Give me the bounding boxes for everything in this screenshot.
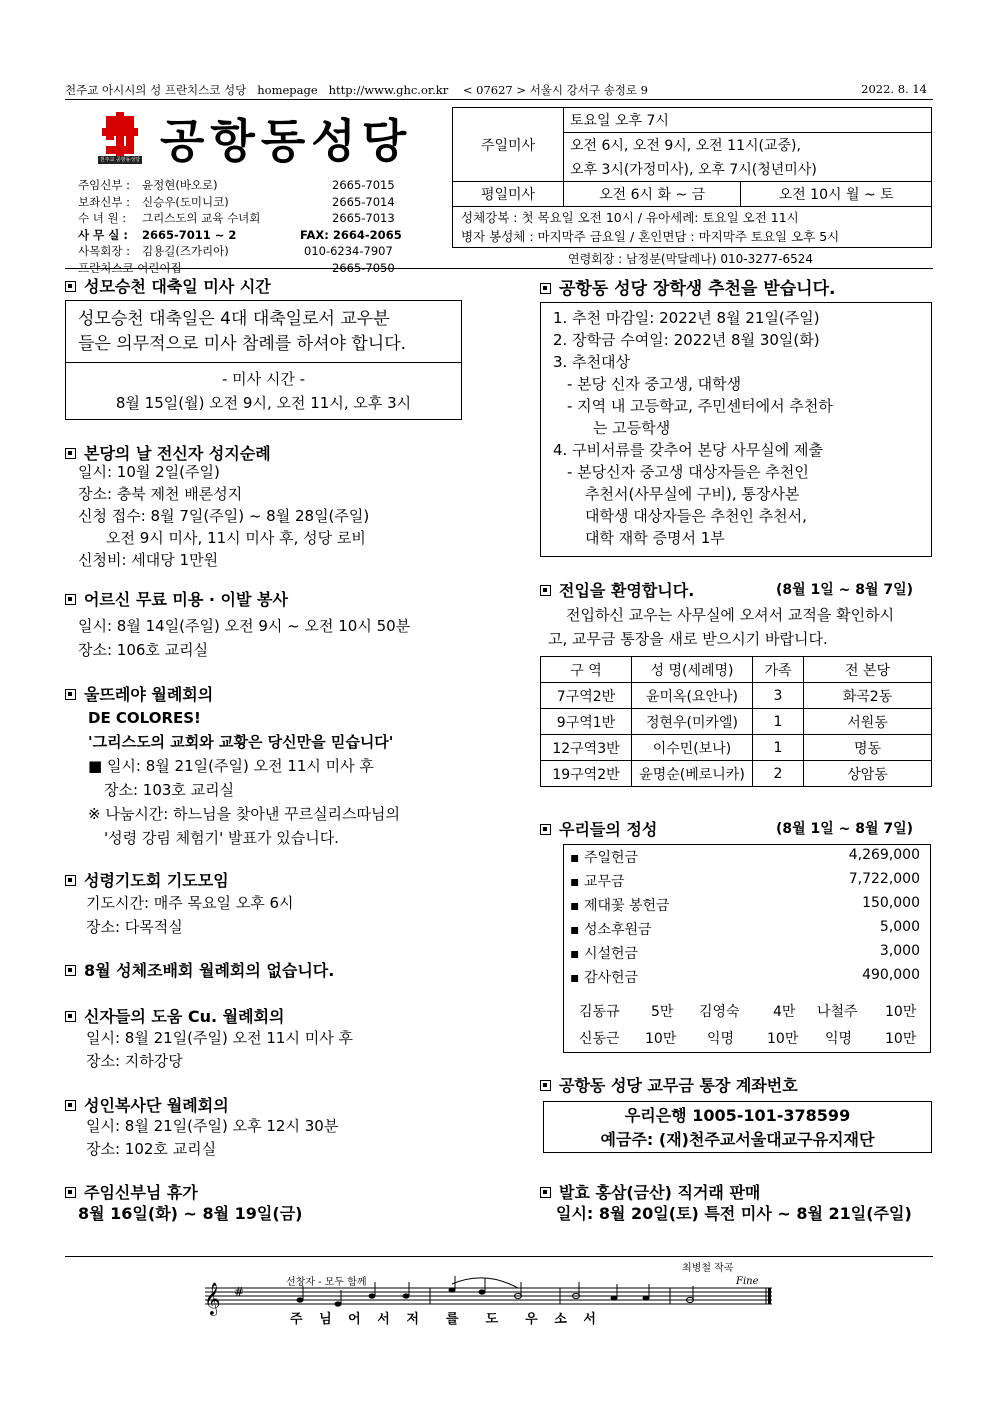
logo-caption: 천주교 공항동성당 bbox=[99, 157, 141, 163]
assumption-notice-box: 성모승천 대축일은 4대 대축일로서 교우분 들은 의무적으로 미사 참례를 하셔야 합니다. bbox=[65, 300, 462, 363]
table-header-row: 구 역 성 명(세례명) 가족 전 본당 bbox=[541, 657, 932, 683]
haircut-details: 일시: 8월 14일(주일) 오전 9시 ~ 오전 10시 50분 장소: 106호 교리실 bbox=[78, 617, 411, 659]
section-heading: 성모승천 대축일 미사 시간 bbox=[65, 274, 271, 297]
section-heading: 성인복사단 월례회의 bbox=[65, 1093, 229, 1116]
section-heading: 공항동 성당 교무금 통장 계좌번호 bbox=[540, 1073, 798, 1096]
homepage-link[interactable]: http://www.ghc.or.kr bbox=[328, 83, 449, 97]
table-row: 12구역3반 이수민(보나) 1 명동 bbox=[541, 735, 932, 761]
issue-date: 2022. 8. 14 bbox=[861, 82, 927, 96]
mass-schedule-table bbox=[452, 107, 932, 248]
donor-list: 김동규 5만 김영숙 4만 나철주 10만 신동근 10만 익명 10만 익명 10만 bbox=[579, 1004, 917, 1047]
table-row: 7구역2반 윤미옥(요안나) 3 화곡2동 bbox=[541, 683, 932, 709]
section-heading: 신자들의 도움 Cu. 월례회의 bbox=[65, 1004, 284, 1027]
music-direction: 선창자 - 모두 함께 bbox=[286, 1277, 367, 1288]
staff-row: 사 무 실 : 2665-7011 ~ 2 FAX: 2664-2065 bbox=[78, 227, 402, 242]
section-heading: 발효 홍삼(금산) 직거래 판매 bbox=[540, 1180, 760, 1203]
welcome-text: 전입하신 교우는 사무실에 오셔서 교적을 확인하시 고, 교무금 통장을 새로 받으시기 바랍니다. bbox=[548, 606, 895, 648]
staff-row: 프란치스코 어린이집 2665-7050 bbox=[78, 260, 395, 275]
music-score-icon bbox=[200, 1268, 772, 1338]
account-holder: 예금주: (재)천주교서울대교구유지재단 bbox=[600, 1130, 875, 1149]
sunday-mass-time: 토요일 오후 7시 bbox=[564, 108, 932, 133]
ginseng-dates: 일시: 8월 20일(토) 특전 미사 ~ 8월 21일(주일) bbox=[556, 1204, 912, 1223]
page-title: 공항동성당 bbox=[160, 114, 413, 168]
square-bullet-icon bbox=[65, 1187, 76, 1198]
section-heading: 주임신부님 휴가 bbox=[65, 1180, 198, 1203]
funeral-committee: 연령회장 : 남정분(막달레나) 010-3277-6524 bbox=[568, 252, 814, 266]
sunday-mass-time: 오후 3시(가정미사), 오후 7시(청년미사) bbox=[564, 157, 932, 182]
assumption-mass-times-box: - 미사 시간 - 8월 15일(월) 오전 9시, 오전 11시, 오후 3시 bbox=[65, 363, 462, 420]
square-bullet-icon bbox=[540, 1187, 551, 1198]
account-box bbox=[543, 1101, 932, 1153]
ultreya-details: DE COLORES! '그리스도의 교회와 교황은 당신만을 믿습니다' ■ 일시: 8월 21일(주일) 오전 11시 미사 후 장소: 103호 교리실 ※ 나눔시간: 하느님을 찾아낸 꾸르실리스따님의 '성령 강림 체험기' 발표가 있습니다. bbox=[88, 709, 401, 847]
mass-note: 병자 봉성체 : 마지막주 금요일 / 혼인면담 : 마지막주 토요일 오후 5시 bbox=[461, 229, 840, 244]
helpers-details: 일시: 8월 21일(주일) 오전 11시 미사 후 장소: 지하강당 bbox=[86, 1029, 353, 1070]
header-bottom-rule bbox=[65, 268, 933, 269]
section-heading: 울뜨레야 월례회의 bbox=[65, 682, 213, 705]
sunday-mass-time: 오전 6시, 오전 9시, 오전 11시(교중), bbox=[564, 133, 932, 158]
square-bullet-icon bbox=[65, 875, 76, 886]
weekday-mass-label: 평일미사 bbox=[453, 182, 564, 207]
staff-list bbox=[78, 177, 402, 277]
spirit-prayer-details: 기도시간: 매주 목요일 오후 6시 장소: 다목적실 bbox=[86, 894, 294, 936]
table-row: 19구역2반 윤명순(베로니카) 2 상암동 bbox=[541, 761, 932, 787]
section-heading: 성령기도회 기도모임 bbox=[65, 868, 229, 891]
section-heading: 우리들의 정성 (8월 1일 ~ 8월 7일) bbox=[540, 817, 932, 840]
square-bullet-icon bbox=[65, 1011, 76, 1022]
offering-row: ▪ 주일헌금 4,269,000 bbox=[570, 847, 920, 866]
square-bullet-icon bbox=[65, 448, 76, 459]
homepage-label: homepage bbox=[257, 83, 318, 97]
section-heading: 공항동 성당 장학생 추천을 받습니다. bbox=[540, 274, 835, 299]
table-row: 9구역1반 정현우(미카엘) 1 서원동 bbox=[541, 709, 932, 735]
section-heading: 본당의 날 전신자 성지순례 bbox=[65, 441, 271, 464]
song-lyrics: 주 님 어 서 저 를 도 우 소 서 bbox=[290, 1312, 602, 1327]
square-bullet-icon bbox=[540, 824, 551, 835]
square-bullet-icon bbox=[65, 1100, 76, 1111]
weekday-mass-time: 오전 6시 화 ~ 금 bbox=[564, 182, 741, 207]
offering-row: ▪ 감사헌금 490,000 bbox=[570, 967, 920, 986]
offering-row: ▪ 시설헌금 3,000 bbox=[570, 943, 920, 962]
mass-note: 성체강복 : 첫 목요일 오전 10시 / 유아세례: 토요일 오전 11시 bbox=[461, 210, 799, 225]
adult-altar-details: 일시: 8월 21일(주일) 오후 12시 30분 장소: 102호 교리실 bbox=[86, 1117, 339, 1158]
footer-rule bbox=[65, 1256, 933, 1257]
weekday-mass-time: 오전 10시 월 ~ 토 bbox=[741, 182, 932, 207]
staff-row: 수 녀 원 : 그리스도의 교육 수녀회 2665-7013 bbox=[78, 211, 395, 226]
svg-text:#: # bbox=[234, 1285, 245, 1299]
music-fine-label: Fine bbox=[736, 1276, 759, 1287]
pilgrimage-details: 일시: 10월 2일(주일) 장소: 충북 제천 배론성지 신청 접수: 8월 7일(주일) ~ 8월 28일(주일) 오전 9시 미사, 11시 미사 후, 성당 로비 신청비: 세대당 1만원 bbox=[78, 463, 370, 569]
square-bullet-icon bbox=[540, 585, 551, 596]
offering-row: ▪ 성소후원금 5,000 bbox=[570, 919, 920, 938]
section-heading: 전입을 환영합니다. (8월 1일 ~ 8월 7일) bbox=[540, 578, 932, 601]
square-bullet-icon bbox=[65, 689, 76, 700]
header-rule bbox=[65, 99, 933, 100]
composer-credit: 최병철 작곡 bbox=[682, 1263, 734, 1274]
staff-row: 사목회장 : 김용길(즈가리아) 010-6234-7907 bbox=[78, 244, 393, 259]
square-bullet-icon bbox=[540, 1080, 551, 1091]
section-heading: 어르신 무료 미용 · 이발 봉사 bbox=[65, 587, 288, 610]
svg-text:𝄞: 𝄞 bbox=[204, 1282, 221, 1315]
square-bullet-icon bbox=[65, 281, 76, 292]
square-bullet-icon bbox=[65, 594, 76, 605]
square-bullet-icon bbox=[540, 283, 551, 294]
welcome-table bbox=[540, 656, 932, 787]
address: < 07627 > 서울시 강서구 송정로 9 bbox=[462, 83, 648, 97]
section-heading: 8월 성체조배회 월례회의 없습니다. bbox=[65, 958, 334, 981]
church-logo-icon bbox=[98, 110, 142, 164]
offering-row: ▪ 제대꽃 봉헌금 150,000 bbox=[570, 895, 920, 914]
sunday-mass-label: 주일미사 bbox=[453, 108, 564, 182]
staff-row: 주임신부 : 윤정현(바오로) 2665-7015 bbox=[78, 178, 395, 192]
vacation-dates: 8월 16일(화) ~ 8월 19일(금) bbox=[78, 1204, 303, 1223]
parish-name: 천주교 아시시의 성 프란치스코 성당 bbox=[65, 83, 247, 97]
offering-row: ▪ 교무금 7,722,000 bbox=[570, 871, 920, 890]
staff-row: 보좌신부 : 신승우(도미니코) 2665-7014 bbox=[78, 194, 395, 209]
header-info-line bbox=[65, 82, 927, 98]
scholarship-box: 1. 추천 마감일: 2022년 8월 21일(주일) 2. 장학금 수여일: 2022년 8월 30일(화) 3. 추천대상 - 본당 신자 중고생, 대학생 - 지역 내 고등학교, 주민센터에서 추천하 는 고등학생 4. 구비서류를 갖추어 본당 사무실에 제출 - 본당신자 중고생 대상자들은 추천인 추천서(사무실에 구비), 통장사본 대학생 대상자들은 추천인 추천서, 대학 재학 증명서 1부 bbox=[540, 302, 932, 557]
square-bullet-icon bbox=[65, 965, 76, 976]
bank-account: 우리은행 1005-101-378599 bbox=[624, 1106, 851, 1125]
